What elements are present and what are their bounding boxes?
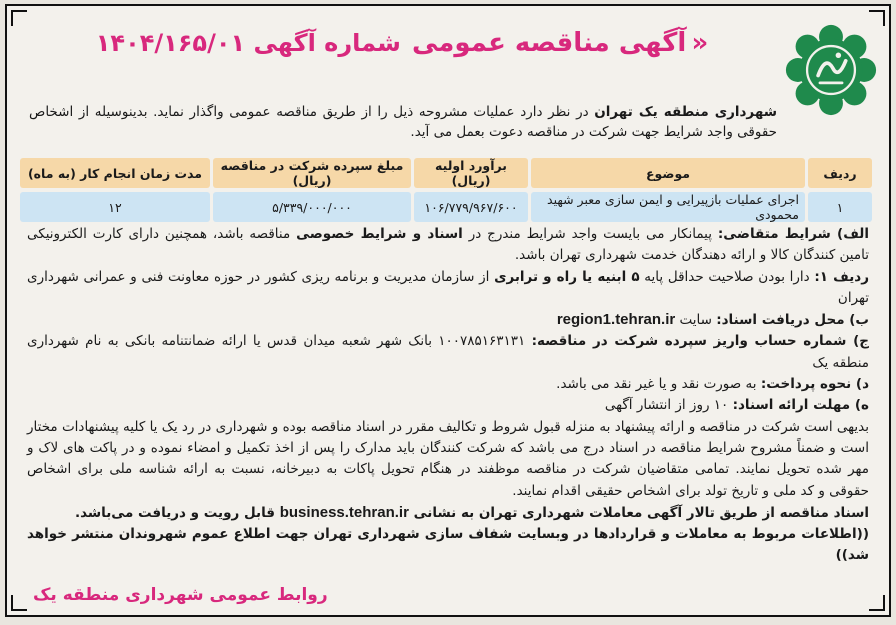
section-e-label: ه) مهلت ارائه اسناد: — [732, 397, 869, 414]
corner-ornament — [869, 595, 885, 611]
notice-body — [27, 224, 869, 567]
row-1-text: دارا بودن صلاحیت حداقل پایه — [639, 268, 815, 285]
col-subject: موضوع — [531, 158, 805, 188]
table-row — [20, 192, 872, 222]
business-site-link[interactable]: business.tehran.ir — [279, 503, 409, 521]
col-initial-estimate: برآورد اولیه (ریال) — [414, 158, 528, 188]
section-a-bold: اسناد و شرایط خصوصی — [296, 226, 463, 242]
section-a-label: الف) شرایط متقاضی: — [717, 226, 869, 242]
notice-header — [27, 28, 777, 68]
section-b-label: ب) محل دریافت اسناد: — [716, 312, 869, 329]
transparency-note: ((اطلاعات مربوط به معاملات و قراردادها در وبسایت شفاف سازی شهرداری تهران جهت اطلاع عموم شهروندان منتشر خواهد شد)) — [27, 526, 869, 564]
page-title: آگهی مناقصه عمومی — [411, 28, 687, 58]
col-deposit: مبلغ سپرده شرکت در مناقصه (ریال) — [213, 158, 411, 188]
cell-duration: ۱۲ — [20, 192, 210, 222]
tender-table — [17, 154, 875, 226]
section-c-label: ج) شماره حساب واریز سپرده شرکت در مناقصه: — [531, 333, 870, 350]
tehran-municipality-logo-icon — [785, 24, 877, 116]
section-e-text: ۱۰ روز از انتشار آگهی — [604, 397, 733, 414]
col-row-number: ردیف — [808, 158, 872, 188]
section-b — [27, 309, 869, 331]
corner-ornament — [11, 10, 27, 26]
section-c — [27, 331, 869, 374]
documents-access-text: اسناد مناقصه از طریق تالار آگهی معاملات شهرداری تهران به نشانی — [408, 504, 869, 521]
section-a — [27, 224, 869, 267]
organization-name: شهرداری منطقه یک تهران — [594, 104, 778, 120]
cell-initial-estimate: ۱۰۶/۷۷۹/۹۶۷/۶۰۰ — [414, 192, 528, 222]
intro-paragraph — [29, 102, 777, 142]
tender-notice — [5, 4, 891, 617]
notice-number: شماره آگهی ۱۴۰۴/۱۶۵/۰۱ — [95, 29, 401, 57]
section-e — [27, 395, 869, 416]
intro-text: در نظر دارد عملیات مشروحه ذیل را از طریق مناقصه عمومی واگذار نماید. بدینوسیله از اشخاص حقوقی واجد شرایط جهت شرکت در مناقصه دعوت بعمل می آید. — [29, 104, 777, 140]
documents-access-paragraph — [27, 502, 869, 524]
section-b-text: سایت — [675, 312, 717, 329]
col-duration: مدت زمان انجام کار (به ماه) — [20, 158, 210, 188]
table-header-row — [20, 158, 872, 188]
section-d-label: د) نحوه پرداخت: — [760, 376, 869, 393]
general-terms-paragraph: بدیهی است شرکت در مناقصه و ارائه پیشنهاد به منزله قبول شروط و تکالیف مقرر در اسناد مناقصه بوده و شهرداری در رد یک یا کلیه پیشنهادات مختار است و ضمناً مشروح شرایط مناقصه در اسناد درج می باشد که شرکت کنندگان باید مدارک را پس از اخذ تکمیل و امضاء نموده و در پاکت های لاک و مهر شده تحویل نمایند. تمامی متقاضیان شرکت در مناقصه موظفند در هنگام تحویل پاکات به دبیرخانه، نسبت به ارائه شناسه ملی برای اشخاص حقوقی و کد ملی و تاریخ تولد برای اشخاص حقیقی اقدام نمایند. — [27, 418, 869, 499]
section-d — [27, 374, 869, 395]
title-quote: « — [691, 28, 709, 58]
corner-ornament — [11, 595, 27, 611]
cell-subject: اجرای عملیات بازپیرایی و ایمن سازی معبر شهید محمودی — [531, 192, 805, 222]
documents-access-text-cont: قابل رویت و دریافت می‌باشد. — [74, 504, 280, 521]
row-1-bold: ۵ ابنیه یا راه و ترابری — [494, 268, 640, 285]
public-relations-signature: روابط عمومی شهرداری منطقه یک — [33, 585, 328, 605]
section-a-text: پیمانکار می بایست واجد شرایط مندرج در — [462, 226, 718, 242]
row-1-text-cont: از سازمان مدیریت و برنامه ریزی کشور در حوزه معاونت فنی و عمرانی شهرداری تهران — [27, 268, 869, 306]
row-1-requirement — [27, 267, 869, 310]
cell-deposit: ۵/۳۳۹/۰۰۰/۰۰۰ — [213, 192, 411, 222]
section-c-text: ۱۰۰۷۸۵۱۶۳۱۳۱ بانک شهر شعبه میدان قدس یا ارائه ضمانتنامه بانکی به نام شهرداری منطقه یک — [27, 333, 869, 371]
section-d-text: به صورت نقد و یا غیر نقد می باشد. — [556, 376, 761, 393]
section-a-text-cont: مناقصه باشد، همچنین دارای کارت الکترونیکی تامین کنندگان کالا و ارائه دهندگان خدمت شهرداری تهران باشد. — [27, 226, 869, 264]
row-1-label: ردیف ۱: — [814, 268, 869, 285]
documents-site-link[interactable]: region1.tehran.ir — [556, 311, 676, 329]
cell-row-number: ۱ — [808, 192, 872, 222]
